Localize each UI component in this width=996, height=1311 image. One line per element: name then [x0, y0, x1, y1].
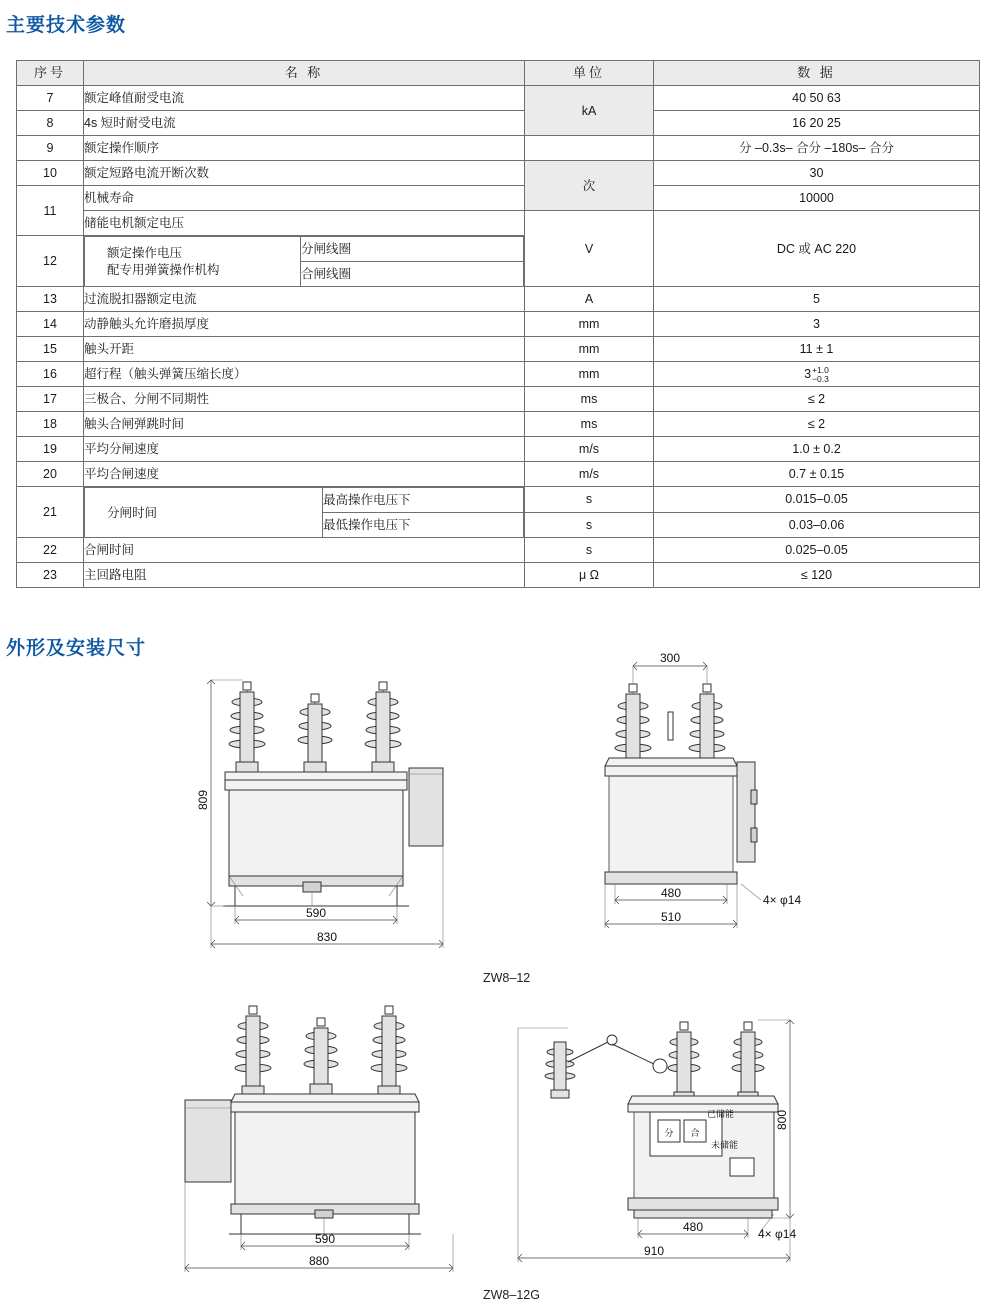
- table-row: [17, 563, 980, 588]
- dim-480-2: 480: [682, 1220, 704, 1234]
- row-name-secondary: 配专用弹簧操作机构: [107, 262, 220, 277]
- row-data: [654, 362, 980, 387]
- row-data: 10000: [654, 186, 980, 211]
- row-name: 超行程（触头弹簧压缩长度）: [84, 362, 525, 387]
- row-data: ≤ 120: [654, 563, 980, 588]
- dim-holes-1: 4× φ14: [763, 893, 802, 907]
- table-header-row: [17, 61, 980, 86]
- row-data: 30: [654, 161, 980, 186]
- nested-split: [84, 236, 524, 286]
- drawing-zw8-12g-front: [175, 990, 465, 1280]
- dim-480-1: 480: [660, 886, 682, 900]
- row-name: 平均合闸速度: [84, 462, 525, 487]
- figure-caption-zw8-12g: ZW8–12G: [483, 1288, 540, 1302]
- table-row: [17, 487, 980, 513]
- row-data: ≤ 2: [654, 412, 980, 437]
- row-no: 16: [17, 362, 84, 387]
- panel-label-stored: 已储能: [707, 1109, 735, 1119]
- row-data: 3: [654, 312, 980, 337]
- table-row: [17, 462, 980, 487]
- row-name: 触头开距: [84, 337, 525, 362]
- header-no: 序号: [17, 61, 84, 86]
- spec-table: [16, 60, 980, 588]
- page-title-dimensions: 外形及安装尺寸: [6, 638, 147, 659]
- row-no: 14: [17, 312, 84, 337]
- dim-300: 300: [659, 651, 681, 665]
- row-no: 20: [17, 462, 84, 487]
- row-unit: mm: [525, 337, 654, 362]
- row-data: 11 ± 1: [654, 337, 980, 362]
- row-name: 分闸时间: [85, 488, 323, 538]
- dim-height-809: 809: [196, 789, 210, 811]
- dim-830: 830: [316, 930, 338, 944]
- dim-590: 590: [305, 906, 327, 920]
- row-no: 21: [17, 487, 84, 538]
- row-unit: mm: [525, 312, 654, 337]
- row-unit: [525, 136, 654, 161]
- row-data: DC 或 AC 220: [654, 211, 980, 287]
- row-no: 12: [17, 236, 84, 287]
- row-unit: A: [525, 287, 654, 312]
- row-data: 0.015–0.05: [654, 487, 980, 513]
- dim-590-2: 590: [314, 1232, 336, 1246]
- nested-split: [84, 487, 524, 537]
- row-unit: ms: [525, 412, 654, 437]
- row-name: 过流脱扣器额定电流: [84, 287, 525, 312]
- row-subname-2: 最低操作电压下: [323, 513, 524, 538]
- row-name-secondary: 储能电机额定电压: [84, 211, 525, 236]
- dim-510: 510: [660, 910, 682, 924]
- row-no: 19: [17, 437, 84, 462]
- row-no: 7: [17, 86, 84, 111]
- table-row: [17, 136, 980, 161]
- header-unit: 单位: [525, 61, 654, 86]
- row-data: 5: [654, 287, 980, 312]
- row-unit: kA: [525, 86, 654, 136]
- table-row: [17, 211, 980, 236]
- row-name: 额定峰值耐受电流: [84, 86, 525, 111]
- table-row: [17, 337, 980, 362]
- table-row: [17, 362, 980, 387]
- row-unit: mm: [525, 362, 654, 387]
- row-name: 三极合、分闸不同期性: [84, 387, 525, 412]
- dim-880: 880: [308, 1254, 330, 1268]
- row-data: ≤ 2: [654, 387, 980, 412]
- table-row: [17, 86, 980, 111]
- table-row: [17, 186, 980, 211]
- table-row: [17, 287, 980, 312]
- row-no: 23: [17, 563, 84, 588]
- drawing-zw8-12g-side: [508, 1000, 808, 1290]
- row-data: 16 20 25: [654, 111, 980, 136]
- row-no: 17: [17, 387, 84, 412]
- row-name: 动静触头允许磨损厚度: [84, 312, 525, 337]
- row-unit: s: [525, 512, 654, 538]
- table-row: [17, 437, 980, 462]
- row-unit: s: [525, 538, 654, 563]
- page-title-specs: 主要技术参数: [6, 15, 127, 36]
- table-row: [17, 412, 980, 437]
- header-name: 名 称: [84, 61, 525, 86]
- row-name: 平均分闸速度: [84, 437, 525, 462]
- row-data-value: 3: [804, 367, 812, 381]
- table-row: [17, 538, 980, 563]
- table-row: [17, 387, 980, 412]
- panel-label-not-stored: 未储能: [711, 1140, 739, 1150]
- row-subname-1: 最高操作电压下: [323, 488, 524, 513]
- dim-holes-2: 4× φ14: [758, 1227, 797, 1241]
- row-data: 0.03–0.06: [654, 512, 980, 538]
- row-unit: s: [525, 487, 654, 513]
- figure-caption-zw8-12: ZW8–12: [483, 971, 531, 985]
- row-data-sub: −0.3: [812, 373, 829, 384]
- row-no: 10: [17, 161, 84, 186]
- row-name: 额定操作电压: [107, 245, 183, 260]
- row-name: 4s 短时耐受电流: [84, 111, 525, 136]
- row-no: 8: [17, 111, 84, 136]
- row-subname-1: 分闸线圈: [301, 237, 524, 262]
- table-row: [17, 161, 980, 186]
- row-no: 13: [17, 287, 84, 312]
- row-name-split: [84, 236, 525, 287]
- row-unit: 次: [525, 161, 654, 211]
- table-row: [17, 312, 980, 337]
- row-data: 0.025–0.05: [654, 538, 980, 563]
- row-unit: V: [525, 211, 654, 287]
- row-name-split: [84, 487, 525, 538]
- panel-label-close: 合: [690, 1128, 700, 1138]
- drawing-zw8-12-side: [575, 650, 825, 950]
- panel-label-open: 分: [664, 1128, 674, 1138]
- row-no: 18: [17, 412, 84, 437]
- row-data: 分 –0.3s– 合分 –180s– 合分: [654, 136, 980, 161]
- row-unit: m/s: [525, 462, 654, 487]
- row-unit: μ Ω: [525, 563, 654, 588]
- row-no: 9: [17, 136, 84, 161]
- row-name: 合闸时间: [84, 538, 525, 563]
- row-data-sup: +1.0: [812, 364, 829, 375]
- header-data: 数 据: [654, 61, 980, 86]
- row-unit: ms: [525, 387, 654, 412]
- row-name: 主回路电阻: [84, 563, 525, 588]
- dim-height-800: 800: [775, 1109, 789, 1131]
- row-data: 40 50 63: [654, 86, 980, 111]
- row-name-block: [85, 237, 301, 287]
- row-no: 15: [17, 337, 84, 362]
- row-name: 额定短路电流开断次数: [84, 161, 525, 186]
- table-row: [17, 111, 980, 136]
- row-no: 11: [17, 186, 84, 236]
- row-unit: m/s: [525, 437, 654, 462]
- row-data: 1.0 ± 0.2: [654, 437, 980, 462]
- row-subname-2: 合闸线圈: [301, 262, 524, 287]
- dim-910: 910: [643, 1244, 665, 1258]
- row-data: 0.7 ± 0.15: [654, 462, 980, 487]
- row-name: 触头合闸弹跳时间: [84, 412, 525, 437]
- row-no: 22: [17, 538, 84, 563]
- row-name: 机械寿命: [84, 186, 525, 211]
- row-name: 额定操作顺序: [84, 136, 525, 161]
- drawing-zw8-12-front: [195, 668, 465, 968]
